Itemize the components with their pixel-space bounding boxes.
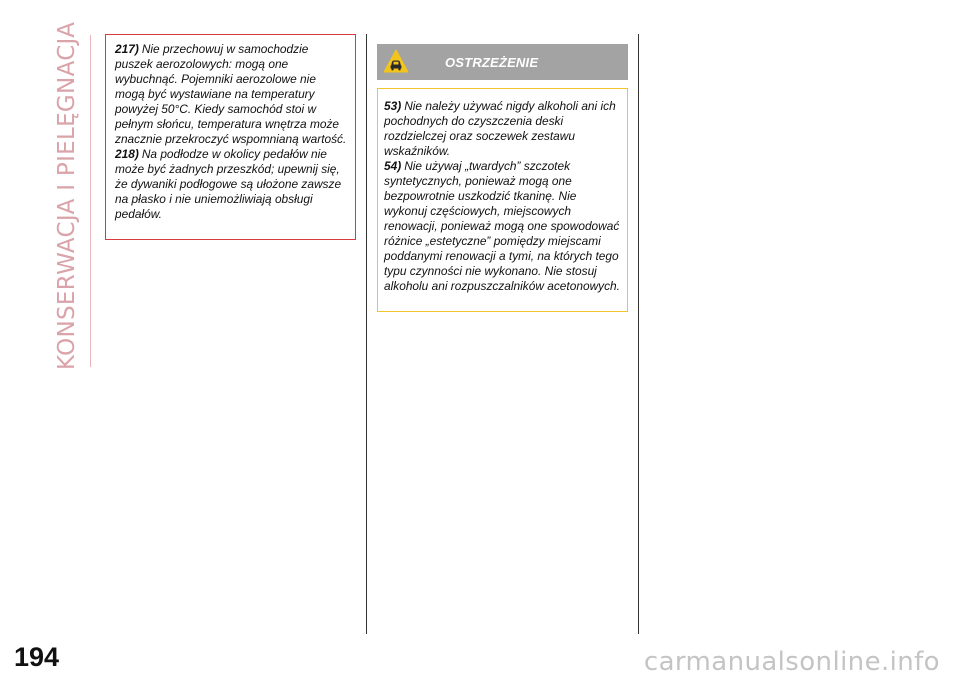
section-title-rule xyxy=(90,35,91,367)
note-item xyxy=(115,42,347,147)
warning-text: Nie należy używać nigdy alkoholi ani ich pochodnych do czyszczenia deski rozdzielczej oraz soczewek zestawu wskaźników. xyxy=(384,99,616,158)
watermark: carmanualsonline.info xyxy=(643,647,940,677)
note-item xyxy=(115,147,347,222)
page-number: 194 xyxy=(14,642,60,672)
column-divider-left xyxy=(366,34,367,634)
section-title: KONSERWACJA I PIELĘGNACJA xyxy=(54,21,80,370)
note-number: 218) xyxy=(115,147,139,161)
car-warning-icon xyxy=(383,49,409,73)
warning-number: 54) xyxy=(384,159,402,173)
notes-box xyxy=(105,34,356,240)
warning-item xyxy=(384,99,622,159)
warning-text: Nie używaj „twardych” szczotek syntetycznych, ponieważ mogą one bezpowrotnie uszkodzić tkaninę. Nie wykonuj częściowych, miejscowych renowacji, ponieważ mogą one spowodować różnice „estetyczne” pomiędzy miejscami poddanymi renowacji a tymi, na których tego typu czynności nie wykonano. Nie stosuj alkoholu ani rozpuszczalników acetonowych. xyxy=(384,159,620,293)
warning-number: 53) xyxy=(384,99,402,113)
warning-box xyxy=(377,88,628,312)
note-text: Na podłodze w okolicy pedałów nie może być żadnych przeszkód; upewnij się, że dywaniki podłogowe są ułożone zawsze na płasko i nie uniemożliwiają obsługi pedałów. xyxy=(115,147,342,221)
warning-title: OSTRZEŻENIE xyxy=(445,55,539,70)
note-number: 217) xyxy=(115,42,139,56)
note-text: Nie przechowuj w samochodzie puszek aerozolowych: mogą one wybuchnąć. Pojemniki aerozolowe nie mogą być wystawiane na temperatury powyżej 50°C. Kiedy samochód stoi w pełnym słońcu, temperatura wnętrza może znacznie przekroczyć wspomnianą wartość. xyxy=(115,42,347,146)
column-divider-right xyxy=(638,34,639,634)
warning-header xyxy=(377,44,628,80)
warning-item xyxy=(384,159,622,294)
